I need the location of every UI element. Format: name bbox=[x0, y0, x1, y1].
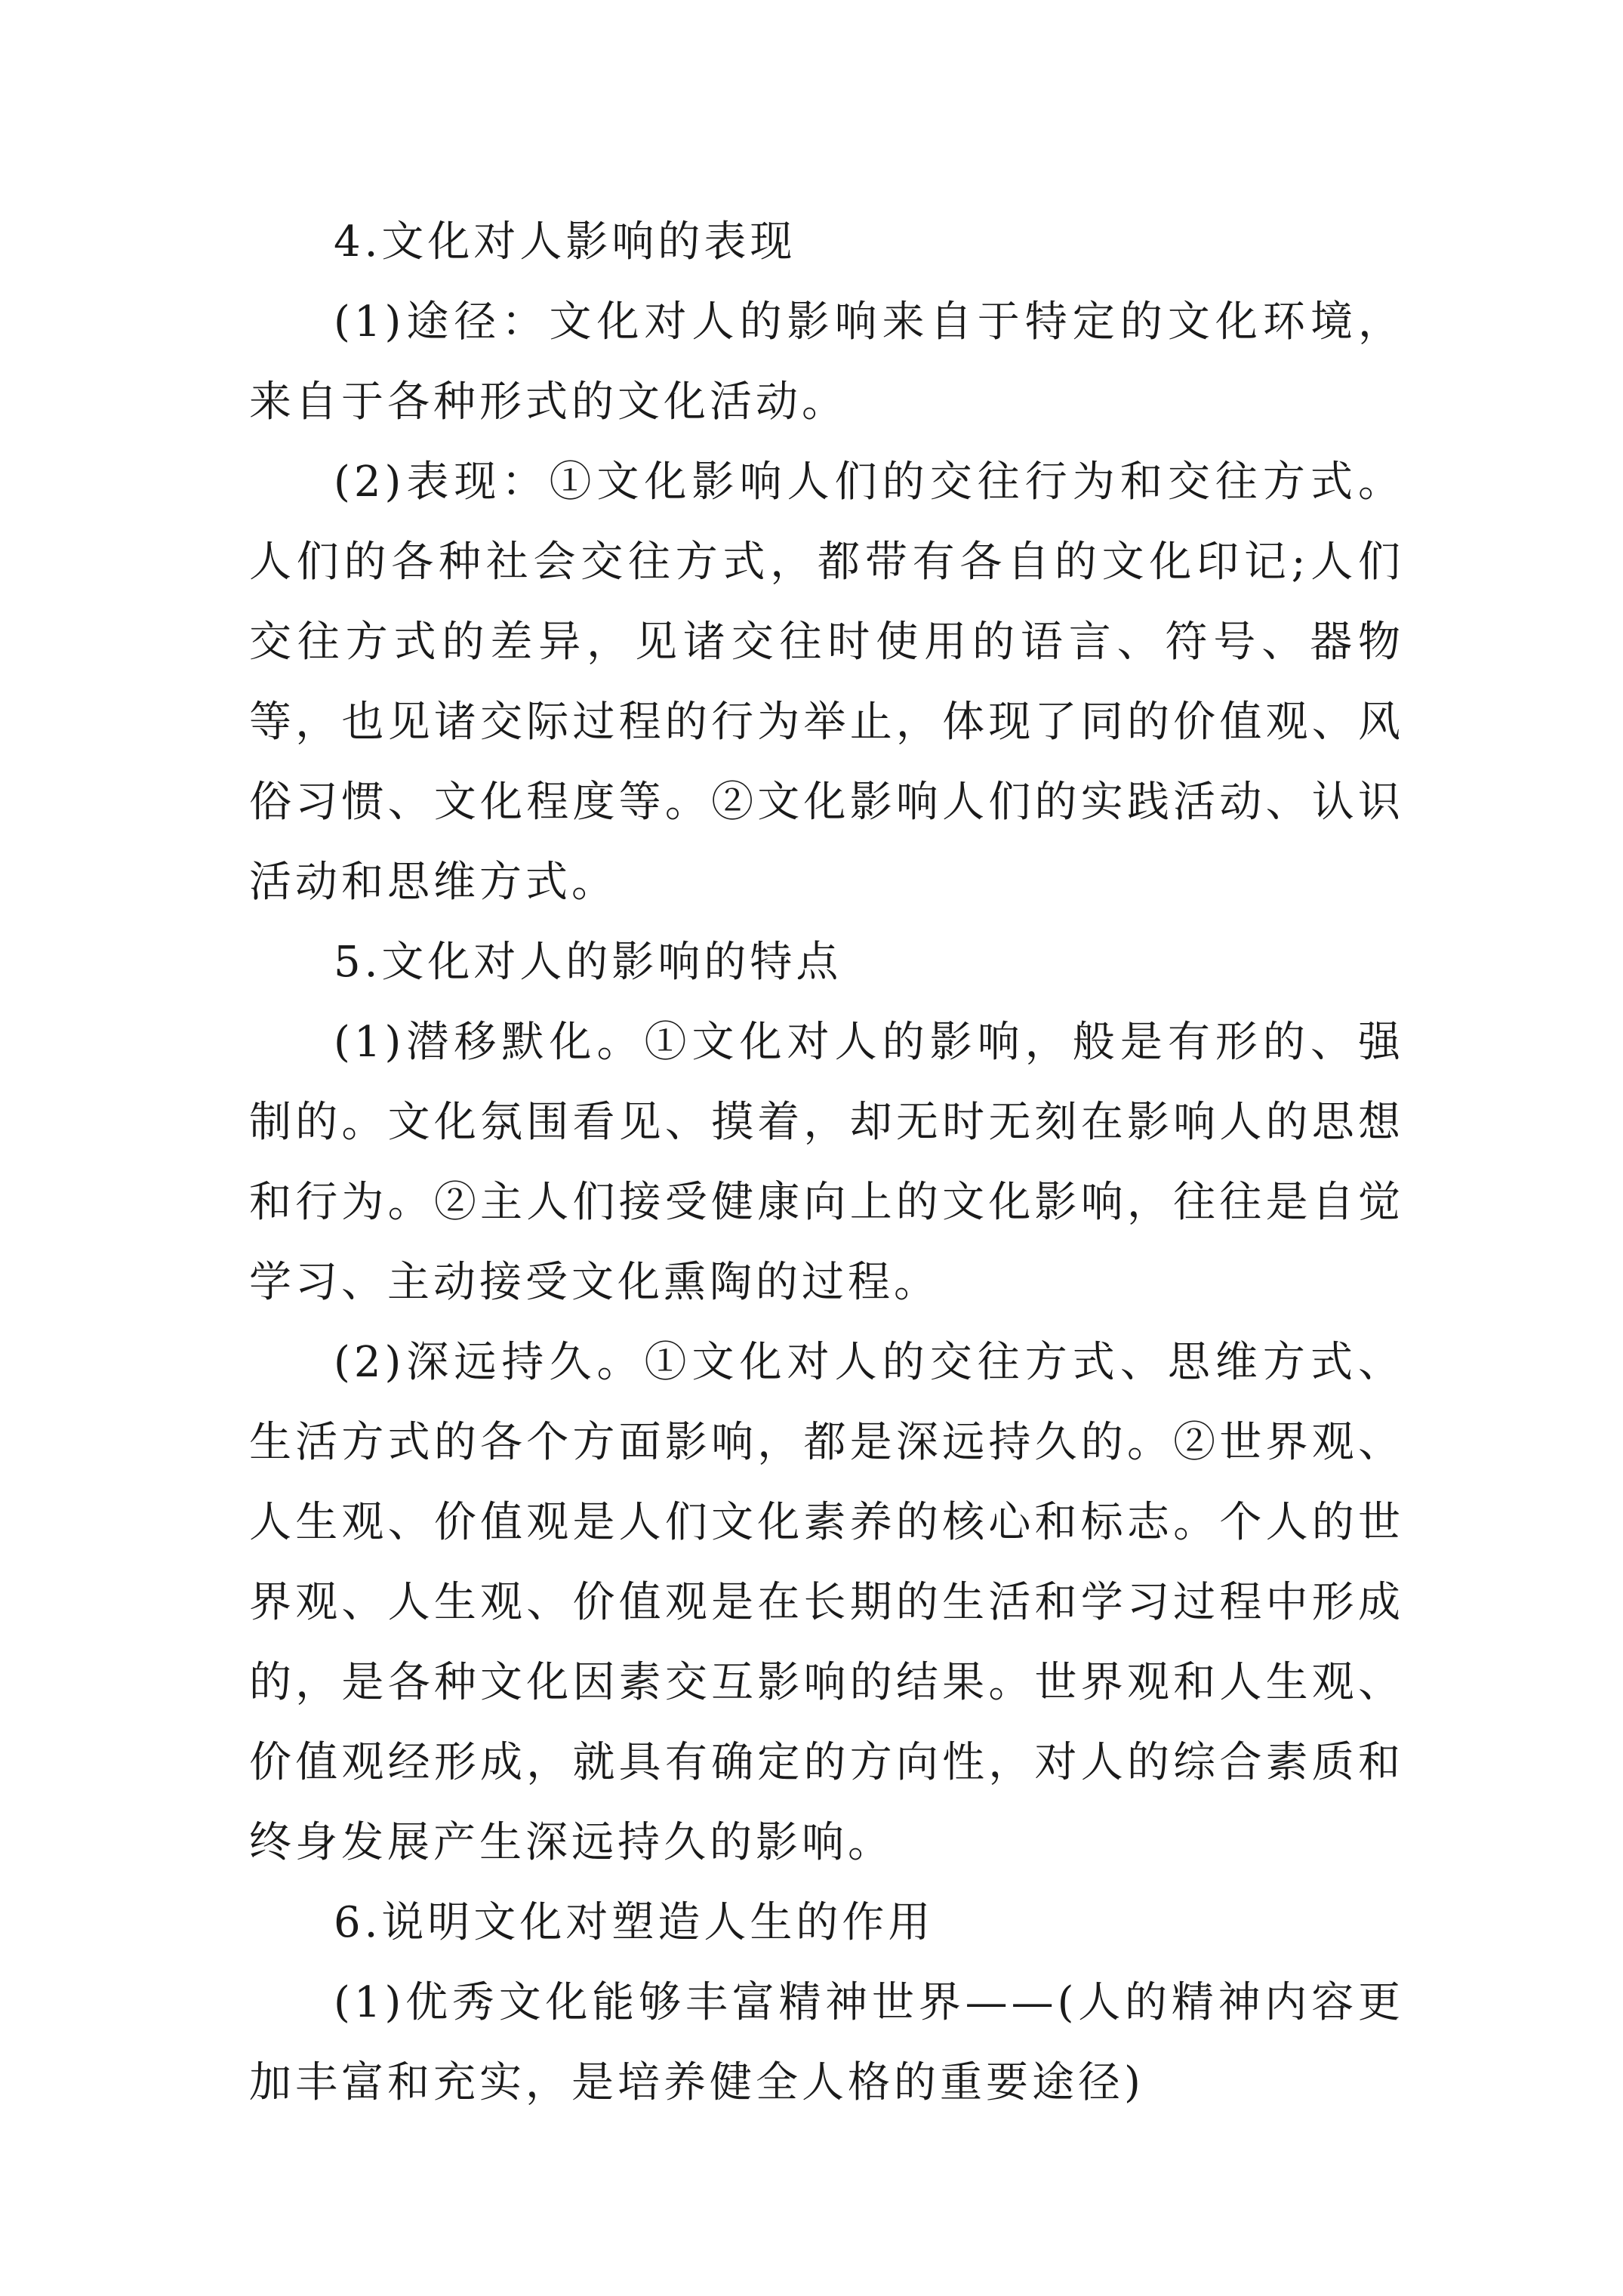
paragraph-6-1-enrich-spirit: (1)优秀文化能够丰富精神世界——(人的精神内容更加丰富和充实，是培养健全人格的重要途径) bbox=[249, 1978, 1404, 2107]
paragraph-4-1-pathway: (1)途径：文化对人的影响来自于特定的文化环境，来自于各种形式的文化活动。 bbox=[249, 297, 1404, 427]
section-heading-6: 6.说明文化对塑造人生的作用 bbox=[334, 1898, 935, 1947]
section-heading-5: 5.文化对人的影响的特点 bbox=[334, 938, 842, 987]
paragraph-5-1-subtle-influence: (1)潜移默化。①文化对人的影响，般是有形的、强制的。文化氛围看见、摸着，却无时无刻在影响人的思想和行为。②主人们接受健康向上的文化影响，往往是自觉学习、主动接受文化熏陶的过程。 bbox=[249, 1018, 1404, 1307]
document-body bbox=[249, 202, 1404, 2123]
section-heading-4: 4.文化对人影响的表现 bbox=[334, 217, 796, 267]
paragraph-5-2-lasting-influence: (2)深远持久。①文化对人的交往方式、思维方式、生活方式的各个方面影响，都是深远持久的。②世界观、人生观、价值观是人们文化素养的核心和标志。个人的世界观、人生观、价值观是在长期的生活和学习过程中形成的，是各种文化因素交互影响的结果。世界观和人生观、价值观经形成，就具有确定的方向性，对人的综合素质和终身发展产生深远持久的影响。 bbox=[249, 1338, 1404, 1867]
paragraph-4-2-manifestation: (2)表现：①文化影响人们的交往行为和交往方式。人们的各种社会交往方式，都带有各自的文化印记;人们交往方式的差异，见诸交往时使用的语言、符号、器物等，也见诸交际过程的行为举止，体现了同的价值观、风俗习惯、文化程度等。②文化影响人们的实践活动、认识活动和思维方式。 bbox=[249, 458, 1404, 907]
